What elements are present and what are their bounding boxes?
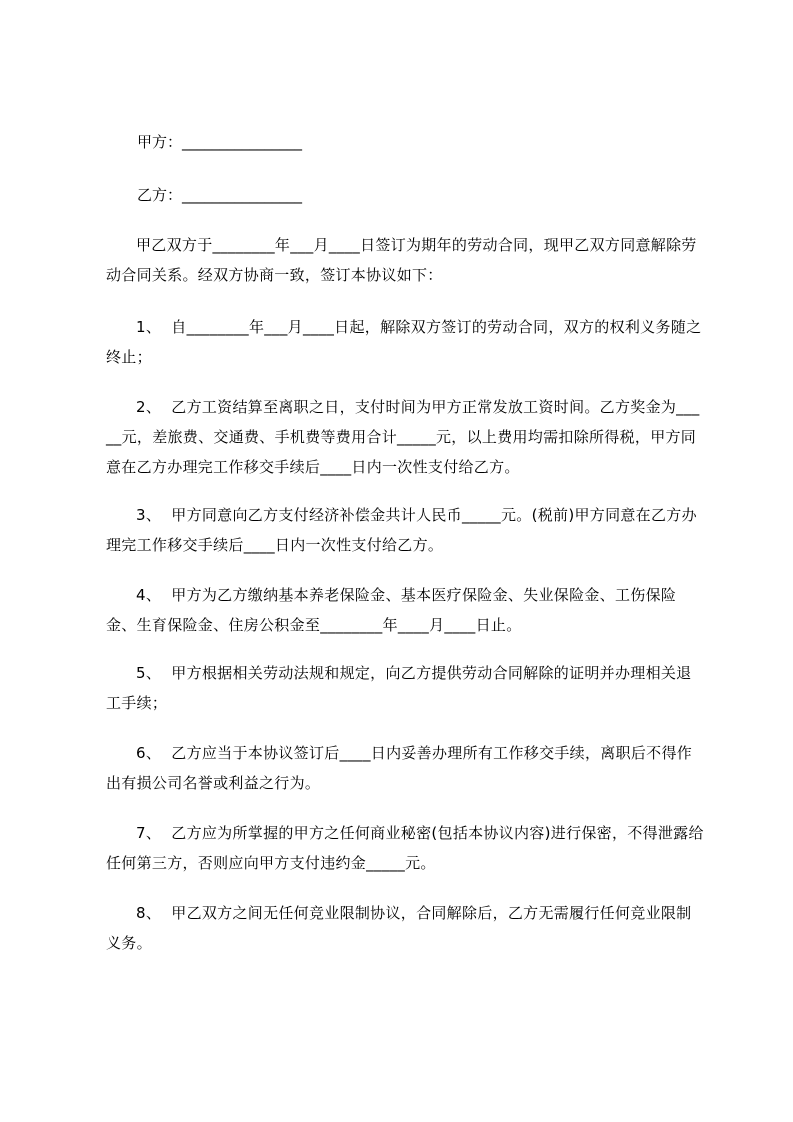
party-a-line: 甲方：________________ xyxy=(137,133,303,151)
clause-7: 7、 乙方应为所掌握的甲方之任何商业秘密(包括本协议内容)进行保密，不得泄露给任何第三方，否则应向甲方支付违约金_____元。 xyxy=(106,824,704,872)
clause-6: 6、 乙方应当于本协议签订后____日内妥善办理所有工作移交手续，离职后不得作出有损公司名誉或利益之行为。 xyxy=(106,744,693,792)
clause-4: 4、 甲方为乙方缴纳基本养老保险金、基本医疗保险金、失业保险金、工伤保险金、生育保险金、住房公积金至________年____月____日止。 xyxy=(106,586,677,634)
clause-5: 5、 甲方根据相关劳动法规和规定，向乙方提供劳动合同解除的证明并办理相关退工手续； xyxy=(106,664,692,712)
intro-paragraph: 甲乙双方于________年___月____日签订为期年的劳动合同，现甲乙双方同意解除劳动合同关系。经双方协商一致，签订本协议如下： xyxy=(106,236,697,284)
clause-1: 1、 自________年___月____日起，解除双方签订的劳动合同，双方的权利义务随之终止； xyxy=(106,318,702,366)
clause-8: 8、 甲乙双方之间无任何竞业限制协议，合同解除后，乙方无需履行任何竞业限制义务。 xyxy=(106,904,692,952)
clause-2: 2、 乙方工资结算至离职之日，支付时间为甲方正常发放工资时间。乙方奖金为_____元，差旅费、交通费、手机费等费用合计_____元，以上费用均需扣除所得税，甲方同意在乙方办理完工作移交手续后____日内一次性支付给乙方。 xyxy=(106,398,700,476)
clause-3: 3、 甲方同意向乙方支付经济补偿金共计人民币_____元。(税前)甲方同意在乙方办理完工作移交手续后____日内一次性支付给乙方。 xyxy=(106,506,697,554)
party-b-line: 乙方：________________ xyxy=(137,186,303,204)
